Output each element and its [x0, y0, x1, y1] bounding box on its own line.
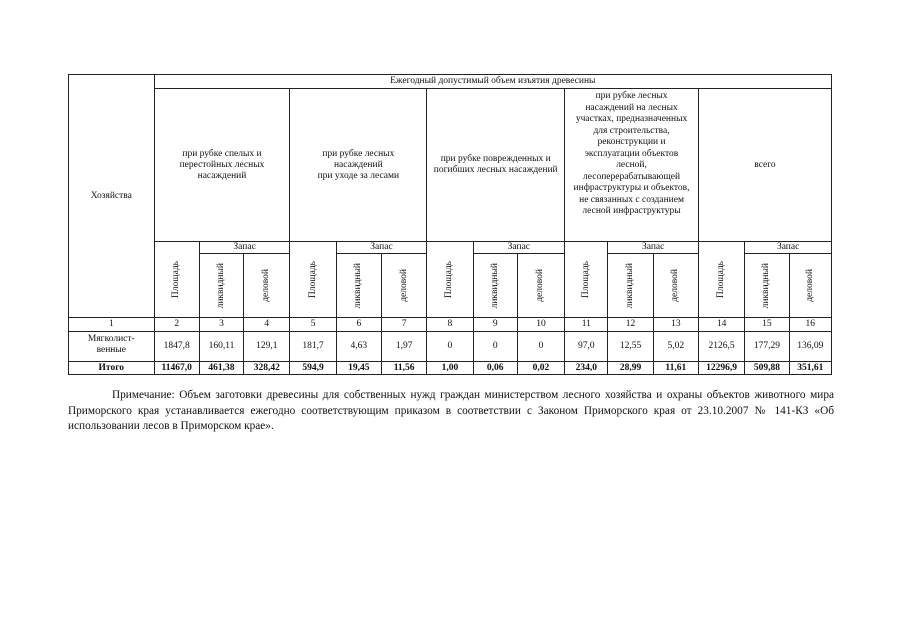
- subheader-business: деловой: [804, 269, 815, 302]
- row-name: Мягколист- венные: [69, 332, 155, 362]
- table-cell: 129,1: [244, 332, 290, 362]
- group-header: всего: [698, 89, 831, 242]
- total-cell: 11,61: [653, 362, 698, 375]
- table-row: [69, 332, 832, 362]
- total-cell: 351,61: [789, 362, 831, 375]
- subheader-cell: [427, 242, 473, 318]
- total-cell: 594,9: [290, 362, 336, 375]
- column-number: 2: [154, 318, 199, 332]
- subheader-area: Площадь: [171, 260, 182, 299]
- total-cell: 0,06: [473, 362, 517, 375]
- total-cell: 509,88: [745, 362, 789, 375]
- subheader-area: Площадь: [444, 260, 455, 299]
- subheader-cell: [473, 254, 517, 318]
- subheader-business: деловой: [535, 269, 546, 302]
- subheader-cell: [290, 242, 336, 318]
- subheader-liquid: ликвидный: [353, 262, 364, 309]
- column-number: 7: [381, 318, 426, 332]
- table-cell: 177,29: [745, 332, 789, 362]
- column-number: 4: [244, 318, 290, 332]
- table-cell: 0: [427, 332, 473, 362]
- subheader-cell: [199, 254, 243, 318]
- column-number: 5: [290, 318, 336, 332]
- subheader-area: Площадь: [580, 260, 591, 299]
- subheader-cell: [653, 254, 698, 318]
- total-cell: 234,0: [565, 362, 608, 375]
- farms-header: Хозяйства: [69, 75, 155, 318]
- column-number: 15: [745, 318, 789, 332]
- subheader-cell: [154, 242, 199, 318]
- total-cell: 19,45: [336, 362, 381, 375]
- main-header: Ежегодный допустимый объем изъятия древесины: [154, 75, 831, 89]
- column-number: 3: [199, 318, 243, 332]
- column-number: 1: [69, 318, 155, 332]
- subheader-liquid: ликвидный: [625, 262, 636, 309]
- table-cell: 160,11: [199, 332, 243, 362]
- total-row: [69, 362, 832, 375]
- total-cell: 1,00: [427, 362, 473, 375]
- group-header: при рубке лесных насаждений при уходе за лесами: [290, 89, 427, 242]
- column-number: 11: [565, 318, 608, 332]
- subheader-business: деловой: [261, 269, 272, 302]
- table-cell: 5,02: [653, 332, 698, 362]
- total-cell: 11467,0: [154, 362, 199, 375]
- column-number: 13: [653, 318, 698, 332]
- subheader-cell: [789, 254, 831, 318]
- column-number: 14: [698, 318, 744, 332]
- subheader-cell: [381, 254, 426, 318]
- table-cell: 0: [517, 332, 564, 362]
- group-header: при рубке спелых и перестойных лесных насаждений: [154, 89, 290, 242]
- column-number: 10: [517, 318, 564, 332]
- subheader-cell: [244, 254, 290, 318]
- total-cell: 12296,9: [698, 362, 744, 375]
- column-number-row: [69, 318, 832, 332]
- subheader-liquid: ликвидный: [215, 262, 226, 309]
- total-label: Итого: [69, 362, 155, 375]
- subheader-liquid: ликвидный: [761, 262, 772, 309]
- group-header: при рубке лесных насаждений на лесных участках, предназначенных для строительства, реконструкции и эксплуатации объектов лесной, лесоперерабатывающей инфраструктуры и объектов, не связанных с созданием лесной инфраструктуры: [565, 89, 699, 242]
- total-cell: 461,38: [199, 362, 243, 375]
- total-cell: 28,99: [608, 362, 653, 375]
- column-number: 9: [473, 318, 517, 332]
- total-cell: 11,56: [381, 362, 426, 375]
- table-cell: 0: [473, 332, 517, 362]
- table-cell: 97,0: [565, 332, 608, 362]
- column-number: 8: [427, 318, 473, 332]
- subheader-cell: [517, 254, 564, 318]
- column-number: 6: [336, 318, 381, 332]
- column-number: 12: [608, 318, 653, 332]
- subheader-cell: [608, 254, 653, 318]
- group-header: при рубке поврежденных и погибших лесных насаждений: [427, 89, 565, 242]
- table-cell: 1,97: [381, 332, 426, 362]
- total-cell: 0,02: [517, 362, 564, 375]
- zapas-header: Запас: [199, 242, 290, 254]
- subheader-cell: [698, 242, 744, 318]
- subheader-cell: [565, 242, 608, 318]
- table-cell: 1847,8: [154, 332, 199, 362]
- subheader-area: Площадь: [716, 260, 727, 299]
- column-number: 16: [789, 318, 831, 332]
- table-cell: 136,09: [789, 332, 831, 362]
- total-cell: 328,42: [244, 362, 290, 375]
- zapas-header: Запас: [473, 242, 565, 254]
- table-cell: 181,7: [290, 332, 336, 362]
- zapas-header: Запас: [745, 242, 832, 254]
- subheader-cell: [336, 254, 381, 318]
- table-note: Примечание: Объем заготовки древесины для собственных нужд граждан министерством лесного хозяйства и охраны объектов животного мира Приморского края устанавливается ежегодно соответствующим приказом в соответствии с Законом Приморского края от 23.10.2007 № 141-КЗ «Об использовании лесов в Приморском крае».: [68, 389, 834, 433]
- subheader-area: Площадь: [307, 260, 318, 299]
- table-cell: 12,55: [608, 332, 653, 362]
- table-cell: 2126,5: [698, 332, 744, 362]
- subheader-liquid: ликвидный: [489, 262, 500, 309]
- timber-harvest-table: [68, 74, 832, 375]
- zapas-header: Запас: [608, 242, 699, 254]
- subheader-business: деловой: [670, 269, 681, 302]
- subheader-cell: [745, 254, 789, 318]
- zapas-header: Запас: [336, 242, 427, 254]
- table-cell: 4,63: [336, 332, 381, 362]
- subheader-business: деловой: [398, 269, 409, 302]
